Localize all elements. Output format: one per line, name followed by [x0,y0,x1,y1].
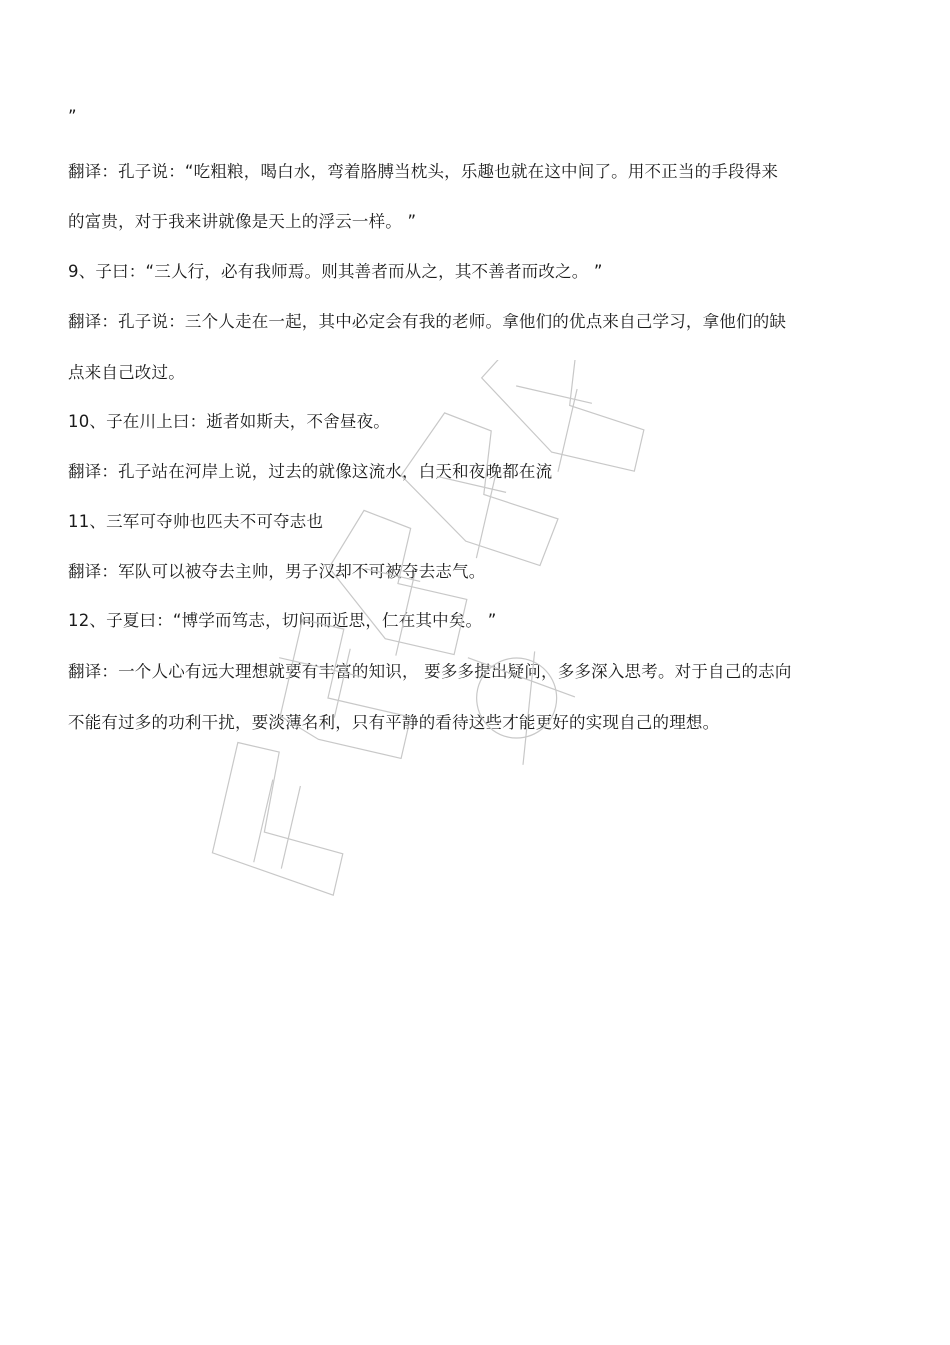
closing-quote: ” [68,107,77,126]
quote-11: 11、三军可夺帅也匹夫不可夺志也 [68,512,324,531]
translation-8-line-1: 翻译：孔子说：“吃粗粮，喝白水，弯着胳膊当枕头，乐趣也就在这中间了。用不正当的手段得来 [68,162,779,181]
translation-9-line-1: 翻译：孔子说：三个人走在一起，其中必定会有我的老师。拿他们的优点来自己学习，拿他们的缺 [68,312,787,331]
translation-12-line-2: 不能有过多的功利干扰，要淡薄名利，只有平静的看待这些才能更好的实现自己的理想。 [68,713,720,732]
translation-12-line-1: 翻译：一个人心有远大理想就要有丰富的知识， 要多多提出疑问，多多深入思考。对于自己的志向 [68,662,792,681]
quote-12: 12、子夏曰：“博学而笃志，切问而近思，仁在其中矣。 ” [68,611,497,630]
translation-8-line-2: 的富贵，对于我来讲就像是天上的浮云一样。 ” [68,212,417,231]
translation-10: 翻译：孔子站在河岸上说，过去的就像这流水，白天和夜晚都在流 [68,462,553,481]
translation-9-line-2: 点来自己改过。 [68,363,185,382]
translation-11: 翻译：军队可以被夺去主帅，男子汉却不可被夺去志气。 [68,562,486,581]
quote-10: 10、子在川上曰：逝者如斯夫，不舍昼夜。 [68,412,390,431]
quote-9: 9、子曰：“三人行，必有我师焉。则其善者而从之，其不善者而改之。 ” [68,262,603,281]
